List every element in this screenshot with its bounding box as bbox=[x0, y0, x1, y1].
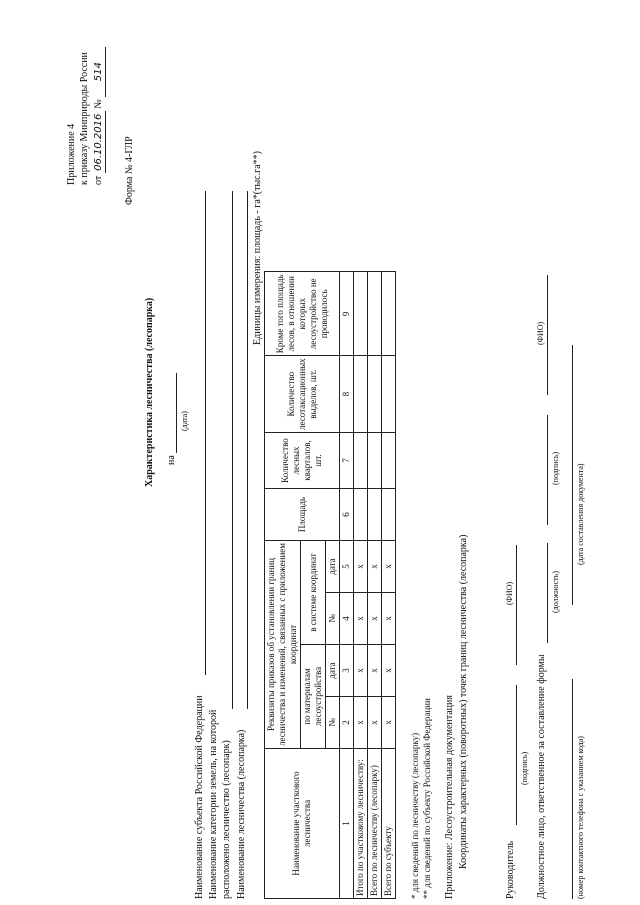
cell: х bbox=[382, 593, 396, 645]
cell bbox=[368, 489, 382, 541]
head-signature-line bbox=[516, 685, 517, 825]
head-signature-caption: (подпись) bbox=[520, 751, 529, 785]
fio2-caption: (ФИО) bbox=[536, 321, 545, 345]
cell: х bbox=[382, 645, 396, 697]
appendix-label: Приложение 4 bbox=[66, 123, 77, 185]
cell bbox=[382, 489, 396, 541]
col-num-5: 5 bbox=[340, 541, 354, 593]
row-label: Итого по участковому лесничеству: bbox=[354, 749, 368, 899]
header-details: Реквизиты приказов об установлении границ лесничества и изменений, связанных с приложением координат bbox=[265, 541, 301, 749]
head-label: Руководитель bbox=[505, 840, 516, 899]
signature2-caption: (подпись) bbox=[551, 451, 560, 485]
head-fio-caption: (ФИО) bbox=[505, 581, 514, 605]
cell bbox=[354, 272, 368, 356]
field-forestry: Наименование лесничества (лесопарка) bbox=[236, 729, 247, 899]
cell bbox=[368, 433, 382, 489]
cell: х bbox=[382, 697, 396, 749]
col-num-1: 1 bbox=[340, 749, 354, 899]
row-label: Всего по субъекту bbox=[382, 749, 396, 899]
cell bbox=[354, 433, 368, 489]
col-num-3: 3 bbox=[340, 645, 354, 697]
order-date: 06.10.2016 bbox=[93, 111, 106, 173]
field-subject: Наименование субъекта Российской Федерации bbox=[194, 695, 205, 899]
footnote-one: * для сведений по лесничеству (лесопарку) bbox=[410, 732, 420, 899]
cell bbox=[382, 433, 396, 489]
cell: х bbox=[354, 541, 368, 593]
field-subject-line bbox=[205, 191, 206, 675]
cell: х bbox=[354, 593, 368, 645]
header-taxation: Количество лесотаксационных выделов, шт. bbox=[265, 356, 340, 433]
header-materials: по материалам лесоустройства bbox=[301, 645, 326, 749]
cell: х bbox=[368, 593, 382, 645]
cell bbox=[382, 272, 396, 356]
cell: х bbox=[368, 697, 382, 749]
cell: х bbox=[382, 541, 396, 593]
col-num-8: 8 bbox=[340, 356, 354, 433]
header-name: Наименование участкового лесничества bbox=[265, 749, 340, 899]
form-number: Форма № 4-ГЛР bbox=[124, 136, 135, 205]
cell bbox=[354, 489, 368, 541]
header-area: Площадь bbox=[265, 489, 340, 541]
column-number-row bbox=[340, 272, 354, 899]
header-no-1: № bbox=[326, 697, 340, 749]
footnote-two: ** для сведений по субъекту Российской Федерации bbox=[422, 698, 432, 899]
header-date-2: дата bbox=[326, 541, 340, 593]
doc-date-caption: (дата составления документа) bbox=[576, 463, 585, 565]
header-no-2: № bbox=[326, 593, 340, 645]
head-fio-line bbox=[516, 545, 517, 665]
field-category: Наименование категории земель, на которой bbox=[208, 709, 219, 899]
field-category-line bbox=[232, 191, 233, 709]
table-row bbox=[382, 272, 396, 899]
col-num-9: 9 bbox=[340, 272, 354, 356]
cell bbox=[382, 356, 396, 433]
table-row bbox=[368, 272, 382, 899]
cell bbox=[368, 356, 382, 433]
header-except: Кроме того площадь лесов, в отношении которых лесоустройство не проводилось bbox=[265, 272, 340, 356]
row-label: Всего по лесничеству (лесопарку) bbox=[368, 749, 382, 899]
attachment-coords: Координаты характерных (поворотных) точек границ лесничества (лесопарка) bbox=[458, 534, 469, 869]
field-forestry-line bbox=[247, 191, 248, 709]
cell: х bbox=[368, 645, 382, 697]
position-line bbox=[547, 543, 548, 643]
date-line bbox=[176, 373, 177, 453]
forestry-table bbox=[264, 271, 396, 899]
cell bbox=[368, 272, 382, 356]
cell: х bbox=[354, 697, 368, 749]
header-quarters: Количество лесных кварталов, шт. bbox=[265, 433, 340, 489]
col-num-4: 4 bbox=[340, 593, 354, 645]
date-caption: (дата) bbox=[180, 411, 189, 431]
order-date-line bbox=[93, 47, 106, 185]
cell: х bbox=[354, 645, 368, 697]
phone-caption: (номер контактного телефона с указанием кода) bbox=[576, 736, 585, 899]
position-caption: (должность) bbox=[551, 571, 560, 613]
cell bbox=[354, 356, 368, 433]
order-label: к приказу Минприроды России bbox=[79, 52, 90, 185]
number-prefix: № bbox=[93, 99, 104, 109]
table-row bbox=[354, 272, 368, 899]
header-date-1: дата bbox=[326, 645, 340, 697]
field-category-cont: расположено лесничество (лесопарк) bbox=[221, 740, 232, 899]
doc-date-line bbox=[572, 345, 573, 605]
col-num-6: 6 bbox=[340, 489, 354, 541]
fio2-line bbox=[547, 275, 548, 395]
responsible-label: Должностное лицо, ответственное за составление формы bbox=[536, 654, 547, 899]
order-number: 514 bbox=[93, 47, 106, 97]
phone-line bbox=[572, 679, 573, 899]
header-coord-system: в системе координат bbox=[301, 541, 326, 645]
col-num-7: 7 bbox=[340, 433, 354, 489]
units-label: Единицы измерения: площадь - га*(тыс.га**) bbox=[252, 151, 263, 345]
col-num-2: 2 bbox=[340, 697, 354, 749]
cell: х bbox=[368, 541, 382, 593]
attachment-line: Приложение: Лесоустроительная документация bbox=[444, 695, 455, 899]
signature2-line bbox=[547, 415, 548, 525]
title-on: на bbox=[166, 455, 177, 465]
date-prefix: от bbox=[93, 175, 104, 185]
page-title: Характеристика лесничества (лесопарка) bbox=[144, 297, 155, 487]
